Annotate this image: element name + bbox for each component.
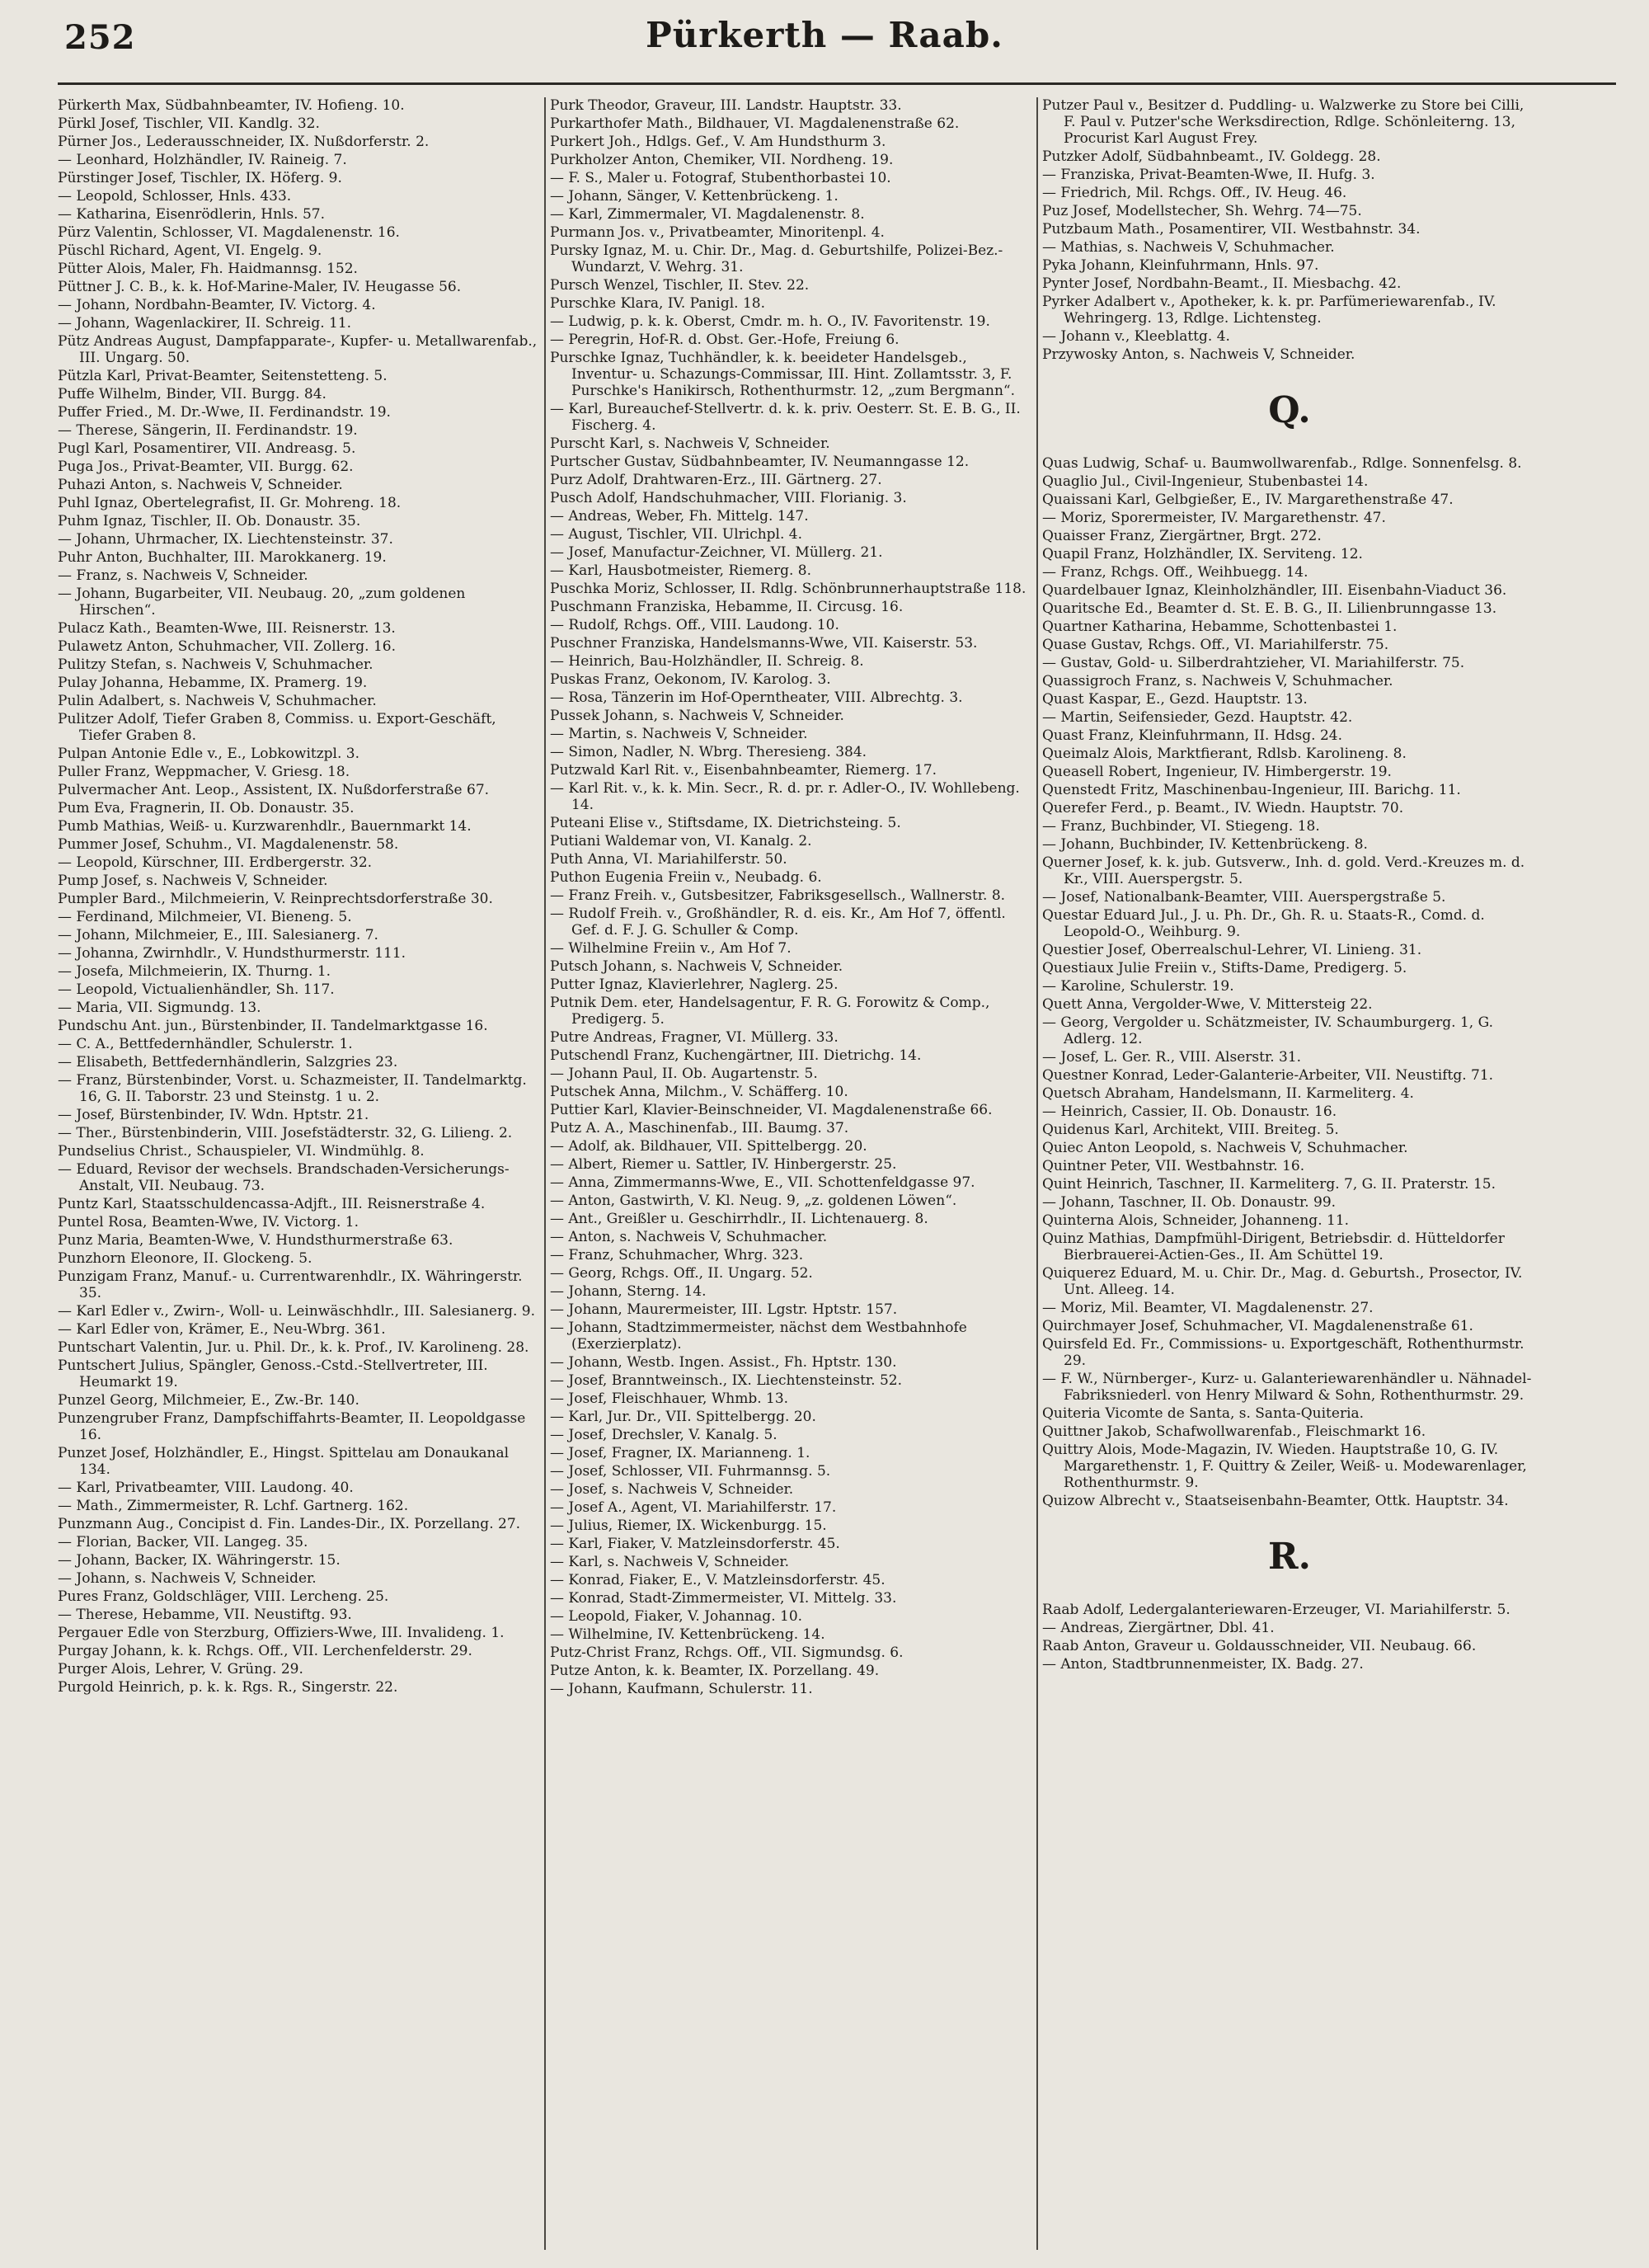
directory-entry: Purz Adolf, Drahtwaren-Erz., III. Gärtnerg. 27. — [550, 472, 882, 488]
directory-entry: — Karoline, Schulerstr. 19. — [1042, 978, 1234, 995]
directory-entry: Quapil Franz, Holzhändler, IX. Serviteng. 12. — [1042, 546, 1363, 562]
directory-entry: Pum Eva, Fragnerin, II. Ob. Donaustr. 35. — [58, 800, 355, 816]
directory-entry: — Elisabeth, Bettfedernhändlerin, Salzgries 23. — [58, 1054, 398, 1070]
directory-entry: Pundselius Christ., Schauspieler, VI. Windmühlg. 8. — [58, 1143, 425, 1160]
directory-entry: Quas Ludwig, Schaf- u. Baumwollwarenfab., Rdlge. Sonnenfelsg. 8. — [1042, 455, 1522, 472]
directory-entry: Pütz Andreas August, Dampfapparate-, Kupfer- u. Metallwarenfab., III. Ungarg. 50. — [58, 333, 538, 366]
directory-entry: Pussek Johann, s. Nachweis V, Schneider. — [550, 708, 844, 724]
directory-entry: Pergauer Edle von Sterzburg, Offiziers-Wwe, III. Invalideng. 1. — [58, 1625, 505, 1641]
directory-entry: — Leopold, Kürschner, III. Erdbergerstr. 32. — [58, 854, 373, 871]
directory-entry: — Johann, Buchbinder, IV. Kettenbrückeng. 8. — [1042, 836, 1368, 853]
directory-entry: Purkarthofer Math., Bildhauer, VI. Magdalenenstraße 62. — [550, 115, 960, 132]
directory-entry: — Simon, Nadler, N. Wbrg. Theresieng. 384. — [550, 744, 867, 760]
directory-entry: — Franz, Buchbinder, VI. Stiegeng. 18. — [1042, 818, 1320, 835]
directory-entry: Puntschert Julius, Spängler, Genoss.-Cstd.-Stellvertreter, III. Heumarkt 19. — [58, 1358, 488, 1390]
directory-entry: Pürstinger Josef, Tischler, IX. Höferg. 9. — [58, 170, 342, 186]
column-divider — [544, 97, 546, 2250]
directory-entry: Pützla Karl, Privat-Beamter, Seitenstetteng. 5. — [58, 368, 388, 384]
directory-entry: — August, Tischler, VII. Ulrichpl. 4. — [550, 526, 803, 543]
directory-entry: — Josef, Drechsler, V. Kanalg. 5. — [550, 1427, 778, 1443]
directory-entry: — Peregrin, Hof-R. d. Obst. Ger.-Hofe, Freiung 6. — [550, 332, 900, 348]
directory-entry: Questner Konrad, Leder-Galanterie-Arbeiter, VII. Neustiftg. 71. — [1042, 1067, 1494, 1084]
page-title: Pürkerth — Raab. — [646, 15, 1003, 55]
directory-entry: Putter Ignaz, Klavierlehrer, Naglerg. 25. — [550, 976, 839, 993]
directory-entry: — Therese, Hebamme, VII. Neustiftg. 93. — [58, 1607, 352, 1623]
directory-entry: Pump Josef, s. Nachweis V, Schneider. — [58, 873, 328, 889]
section-letter: R. — [1268, 1536, 1311, 1578]
directory-entry: Pulpan Antonie Edle v., E., Lobkowitzpl. 3. — [58, 746, 360, 762]
directory-entry: — Johann, s. Nachweis V, Schneider. — [58, 1570, 317, 1587]
directory-entry: — Karl, Hausbotmeister, Riemerg. 8. — [550, 562, 812, 579]
column-divider — [1036, 97, 1038, 2250]
column-3 — [1042, 97, 1537, 2250]
directory-entry: — Albert, Riemer u. Sattler, IV. Hinbergerstr. 25. — [550, 1156, 897, 1173]
directory-entry: Questiaux Julie Freiin v., Stifts-Dame, Predigerg. 5. — [1042, 960, 1407, 976]
directory-entry: Purgold Heinrich, p. k. k. Rgs. R., Singerstr. 22. — [58, 1679, 398, 1696]
directory-entry: — Wilhelmine Freiin v., Am Hof 7. — [550, 940, 792, 957]
page-number: 252 — [64, 18, 136, 57]
directory-entry: — Johann, Wagenlackirer, II. Schreig. 11. — [58, 315, 352, 332]
directory-entry: — Franziska, Privat-Beamten-Wwe, II. Hufg. 3. — [1042, 167, 1375, 183]
directory-entry: — Rosa, Tänzerin im Hof-Operntheater, VIII. Albrechtg. 3. — [550, 689, 963, 706]
directory-entry: — Karl Edler von, Krämer, E., Neu-Wbrg. 361. — [58, 1321, 386, 1338]
directory-entry: — Karl Rit. v., k. k. Min. Secr., R. d. pr. r. Adler-O., IV. Wohllebeng. 14. — [550, 780, 1020, 813]
directory-entry: Purmann Jos. v., Privatbeamter, Minoritenpl. 4. — [550, 224, 885, 241]
directory-entry: — Josef, Schlosser, VII. Fuhrmannsg. 5. — [550, 1463, 831, 1480]
directory-entry: — Heinrich, Cassier, II. Ob. Donaustr. 16. — [1042, 1103, 1337, 1120]
directory-entry: — Karl, s. Nachweis V, Schneider. — [550, 1554, 790, 1570]
directory-entry: Puhazi Anton, s. Nachweis V, Schneider. — [58, 477, 343, 493]
directory-entry: Puntel Rosa, Beamten-Wwe, IV. Victorg. 1. — [58, 1214, 359, 1230]
directory-entry: Quast Kaspar, E., Gezd. Hauptstr. 13. — [1042, 691, 1308, 708]
directory-entry: — Johann Paul, II. Ob. Augartenstr. 5. — [550, 1066, 818, 1082]
directory-entry: — Ferdinand, Milchmeier, VI. Bieneng. 5. — [58, 909, 352, 925]
directory-entry: — Karl Edler v., Zwirn-, Woll- u. Leinwäschhdlr., III. Salesianerg. 9. — [58, 1303, 536, 1320]
directory-entry: — Johann, Sterng. 14. — [550, 1283, 707, 1300]
directory-entry: Punzmann Aug., Concipist d. Fin. Landes-Dir., IX. Porzellang. 27. — [58, 1516, 521, 1532]
directory-entry: — Rudolf, Rchgs. Off., VIII. Laudong. 10. — [550, 617, 839, 633]
directory-entry: — Franz, Rchgs. Off., Weihbuegg. 14. — [1042, 564, 1308, 581]
directory-entry: — Josef, Manufactur-Zeichner, VI. Müllerg. 21. — [550, 544, 883, 561]
directory-entry: Putiani Waldemar von, VI. Kanalg. 2. — [550, 833, 812, 849]
directory-entry: — Josef, s. Nachweis V, Schneider. — [550, 1481, 794, 1498]
directory-entry: Püschl Richard, Agent, VI. Engelg. 9. — [58, 242, 322, 259]
directory-entry: — Math., Zimmermeister, R. Lchf. Gartnerg. 162. — [58, 1498, 409, 1514]
directory-entry: Putzker Adolf, Südbahnbeamt., IV. Goldegg. 28. — [1042, 148, 1381, 165]
column-1 — [58, 97, 540, 2250]
directory-entry: — Franz, s. Nachweis V, Schneider. — [58, 567, 308, 584]
directory-entry: Pulawetz Anton, Schuhmacher, VII. Zollerg. 16. — [58, 638, 397, 655]
directory-entry: Puga Jos., Privat-Beamter, VII. Burgg. 62. — [58, 459, 354, 475]
directory-entry: — Johanna, Zwirnhdlr., V. Hundsthurmerstr. 111. — [58, 945, 406, 962]
directory-entry: — Anton, Stadtbrunnenmeister, IX. Badg. 27. — [1042, 1656, 1364, 1673]
directory-entry: — Josef, Branntweinsch., IX. Liechtensteinstr. 52. — [550, 1372, 903, 1389]
directory-entry: Querner Josef, k. k. jub. Gutsverw., Inh. d. gold. Verd.-Kreuzes m. d. Kr., VIII. Auerspergstr. 5. — [1042, 854, 1525, 887]
directory-entry: Pulitzy Stefan, s. Nachweis V, Schuhmacher. — [58, 656, 373, 673]
directory-entry: — Anton, s. Nachweis V, Schuhmacher. — [550, 1229, 828, 1245]
directory-entry: Pürkl Josef, Tischler, VII. Kandlg. 32. — [58, 115, 320, 132]
directory-entry: Quaritsche Ed., Beamter d. St. E. B. G., II. Lilienbrunngasse 13. — [1042, 600, 1497, 617]
directory-entry: Quintner Peter, VII. Westbahnstr. 16. — [1042, 1158, 1305, 1174]
directory-entry: Putz-Christ Franz, Rchgs. Off., VII. Sigmundsg. 6. — [550, 1645, 904, 1661]
directory-entry: — Leonhard, Holzhändler, IV. Raineig. 7. — [58, 152, 347, 168]
directory-entry: — Leopold, Schlosser, Hnls. 433. — [58, 188, 292, 205]
directory-entry: Quinz Mathias, Dampfmühl-Dirigent, Betriebsdir. d. Hütteldorfer Bierbrauerei-Actien-Ges., II. Am Schüttel 19. — [1042, 1230, 1505, 1263]
directory-entry: Purk Theodor, Graveur, III. Landstr. Hauptstr. 33. — [550, 97, 902, 114]
directory-entry: Pummer Josef, Schuhm., VI. Magdalenenstr. 58. — [58, 836, 399, 853]
directory-entry: Pundschu Ant. jun., Bürstenbinder, II. Tandelmarktgasse 16. — [58, 1018, 488, 1034]
directory-entry: Pumb Mathias, Weiß- u. Kurzwarenhdlr., Bauernmarkt 14. — [58, 818, 472, 835]
directory-entry: — F. S., Maler u. Fotograf, Stubenthorbastei 10. — [550, 170, 891, 186]
directory-entry: Quittry Alois, Mode-Magazin, IV. Wieden. Hauptstraße 10, G. IV. Margarethenstr. 1, F. Quittry & Zeiler, Weiß- u. Modewarenlager, Rothenthurmstr. 9. — [1042, 1442, 1527, 1491]
directory-entry: Puller Franz, Weppmacher, V. Griesg. 18. — [58, 764, 350, 780]
directory-entry: Pürkerth Max, Südbahnbeamter, IV. Hofieng. 10. — [58, 97, 405, 114]
directory-entry: Puttier Karl, Klavier-Beinschneider, VI. Magdalenenstraße 66. — [550, 1102, 993, 1118]
directory-entry: — Leopold, Victualienhändler, Sh. 117. — [58, 981, 335, 998]
directory-entry: — Georg, Rchgs. Off., II. Ungarg. 52. — [550, 1265, 813, 1282]
directory-entry: — Johann, Backer, IX. Währingerstr. 15. — [58, 1552, 341, 1569]
directory-entry: Pürz Valentin, Schlosser, VI. Magdalenenstr. 16. — [58, 224, 400, 241]
directory-entry: — Ludwig, p. k. k. Oberst, Cmdr. m. h. O., IV. Favoritenstr. 19. — [550, 313, 990, 330]
directory-entry: — Johann, Uhrmacher, IX. Liechtensteinstr. 37. — [58, 531, 393, 548]
directory-entry: Quirchmayer Josef, Schuhmacher, VI. Magdalenenstraße 61. — [1042, 1318, 1473, 1334]
directory-entry: — Andreas, Weber, Fh. Mittelg. 147. — [550, 508, 809, 525]
directory-entry: Punz Maria, Beamten-Wwe, V. Hundsthurmerstraße 63. — [58, 1232, 453, 1249]
directory-entry: Pursky Ignaz, M. u. Chir. Dr., Mag. d. Geburtshilfe, Polizei-Bez.-Wundarzt, V. Wehrg. 31. — [550, 242, 1003, 275]
directory-entry: Putzbaum Math., Posamentirer, VII. Westbahnstr. 34. — [1042, 221, 1421, 238]
directory-entry: Punzel Georg, Milchmeier, E., Zw.-Br. 140. — [58, 1392, 359, 1409]
directory-entry: Quaglio Jul., Civil-Ingenieur, Stubenbastei 14. — [1042, 473, 1369, 490]
directory-entry: — C. A., Bettfedernhändler, Schulerstr. 1. — [58, 1036, 353, 1052]
directory-entry: Pusch Adolf, Handschuhmacher, VIII. Florianig. 3. — [550, 490, 907, 506]
directory-entry: Putsch Johann, s. Nachweis V, Schneider. — [550, 958, 843, 975]
header-rule — [58, 82, 1616, 85]
directory-entry: — Johann, Taschner, II. Ob. Donaustr. 99. — [1042, 1194, 1337, 1211]
directory-entry: Puhm Ignaz, Tischler, II. Ob. Donaustr. 35. — [58, 513, 361, 529]
directory-entry: Puschmann Franziska, Hebamme, II. Circusg. 16. — [550, 599, 904, 615]
directory-entry: Putze Anton, k. k. Beamter, IX. Porzellang. 49. — [550, 1663, 880, 1679]
directory-entry: — Karl, Fiaker, V. Matzleinsdorferstr. 45. — [550, 1536, 840, 1552]
directory-entry: — Konrad, Stadt-Zimmermeister, VI. Mittelg. 33. — [550, 1590, 897, 1607]
directory-entry: — Konrad, Fiaker, E., V. Matzleinsdorferstr. 45. — [550, 1572, 886, 1588]
directory-entry: Purtscher Gustav, Südbahnbeamter, IV. Neumanngasse 12. — [550, 454, 970, 470]
directory-entry: — Heinrich, Bau-Holzhändler, II. Schreig. 8. — [550, 653, 864, 670]
directory-entry: Pumpler Bard., Milchmeierin, V. Reinprechtsdorferstraße 30. — [58, 891, 493, 907]
directory-entry: Raab Anton, Graveur u. Goldausschneider, VII. Neubaug. 66. — [1042, 1638, 1477, 1654]
directory-entry: — Therese, Sängerin, II. Ferdinandstr. 19. — [58, 422, 358, 439]
directory-entry: Puz Josef, Modellstecher, Sh. Wehrg. 74—75. — [1042, 203, 1362, 219]
directory-entry: Pyrker Adalbert v., Apotheker, k. k. pr. Parfümeriewarenfab., IV. Wehringerg. 13, Rdlge. Lichtensteg. — [1042, 294, 1496, 327]
directory-entry: Purgay Johann, k. k. Rchgs. Off., VII. Lerchenfelderstr. 29. — [58, 1643, 472, 1659]
directory-entry: Purger Alois, Lehrer, V. Grüng. 29. — [58, 1661, 303, 1677]
directory-entry: — Johann, Milchmeier, E., III. Salesianerg. 7. — [58, 927, 378, 943]
directory-entry: — Johann v., Kleeblattg. 4. — [1042, 328, 1230, 345]
directory-entry: Quenstedt Fritz, Maschinenbau-Ingenieur, III. Barichg. 11. — [1042, 782, 1461, 798]
directory-entry: — Johann, Bugarbeiter, VII. Neubaug. 20, „zum goldenen Hirschen“. — [58, 586, 466, 619]
directory-entry: — Eduard, Revisor der wechsels. Brandschaden-Versicherungs-Anstalt, VII. Neubaug. 73. — [58, 1161, 510, 1194]
directory-entry: Püttner J. C. B., k. k. Hof-Marine-Maler, IV. Heugasse 56. — [58, 279, 462, 295]
directory-entry: Questier Josef, Oberrealschul-Lehrer, VI. Linieng. 31. — [1042, 942, 1422, 958]
directory-entry: Purschke Ignaz, Tuchhändler, k. k. beeideter Handelsgeb., Inventur- u. Schazungs-Commissar, III. Hint. Zollamtsstr. 3, F. Purschke's Hanikirsch, Rothenthurmstr. 12, „zum Bergmann“. — [550, 350, 1015, 399]
directory-entry: — Anton, Gastwirth, V. Kl. Neug. 9, „z. goldenen Löwen“. — [550, 1193, 957, 1209]
directory-entry: — Rudolf Freih. v., Großhändler, R. d. eis. Kr., Am Hof 7, öffentl. Gef. d. F. J. G. Schuller & Comp. — [550, 906, 1006, 939]
directory-entry: — Julius, Riemer, IX. Wickenburgg. 15. — [550, 1517, 827, 1534]
directory-entry: — Johann, Sänger, V. Kettenbrückeng. 1. — [550, 188, 839, 205]
section-letter: Q. — [1268, 389, 1311, 431]
column-2 — [550, 97, 1032, 2250]
directory-entry: — Franz, Bürstenbinder, Vorst. u. Schazmeister, II. Tandelmarktg. 16, G. II. Taborstr. 23 und Steinstg. 1 u. 2. — [58, 1072, 527, 1105]
directory-entry: — Wilhelmine, IV. Kettenbrückeng. 14. — [550, 1626, 825, 1643]
directory-entry: — Josefa, Milchmeierin, IX. Thurng. 1. — [58, 963, 331, 980]
directory-entry: Pulitzer Adolf, Tiefer Graben 8, Commiss. u. Export-Geschäft, Tiefer Graben 8. — [58, 711, 496, 744]
directory-entry: — Josef, Nationalbank-Beamter, VIII. Auerspergstraße 5. — [1042, 889, 1446, 906]
directory-entry: Pures Franz, Goldschläger, VIII. Lercheng. 25. — [58, 1588, 389, 1605]
directory-entry: — Moriz, Sporermeister, IV. Margarethenstr. 47. — [1042, 510, 1386, 526]
directory-entry: Puntschart Valentin, Jur. u. Phil. Dr., k. k. Prof., IV. Karolineng. 28. — [58, 1339, 529, 1356]
directory-entry: — Ant., Greißler u. Geschirrhdlr., II. Lichtenauerg. 8. — [550, 1211, 928, 1227]
directory-entry: Querefer Ferd., p. Beamt., IV. Wiedn. Hauptstr. 70. — [1042, 800, 1404, 816]
directory-entry: Puffer Fried., M. Dr.-Wwe, II. Ferdinandstr. 19. — [58, 404, 391, 421]
directory-entry: — Karl, Zimmermaler, VI. Magdalenenstr. 8. — [550, 206, 865, 223]
directory-entry: — Josef, L. Ger. R., VIII. Alserstr. 31. — [1042, 1049, 1302, 1066]
directory-entry: Quint Heinrich, Taschner, II. Karmeliterg. 7, G. II. Praterstr. 15. — [1042, 1176, 1496, 1193]
directory-entry: Quiec Anton Leopold, s. Nachweis V, Schuhmacher. — [1042, 1140, 1408, 1156]
directory-entry: Queimalz Alois, Marktfierant, Rdlsb. Karolineng. 8. — [1042, 746, 1407, 762]
directory-entry: — Karl, Jur. Dr., VII. Spittelbergg. 20. — [550, 1409, 816, 1425]
directory-entry: Putzwald Karl Rit. v., Eisenbahnbeamter, Riemerg. 17. — [550, 762, 937, 779]
directory-entry: Purschke Klara, IV. Panigl. 18. — [550, 295, 766, 312]
directory-entry: Punzigam Franz, Manuf.- u. Currentwarenhdlr., IX. Währingerstr. 35. — [58, 1268, 523, 1301]
directory-entry: Quardelbauer Ignaz, Kleinholzhändler, III. Eisenbahn-Viaduct 36. — [1042, 582, 1507, 599]
directory-entry: — Maria, VII. Sigmundg. 13. — [58, 1000, 261, 1016]
directory-entry: — Ther., Bürstenbinderin, VIII. Josefstädterstr. 32, G. Lilieng. 2. — [58, 1125, 513, 1141]
directory-entry: — Johann, Kaufmann, Schulerstr. 11. — [550, 1681, 813, 1697]
directory-entry: Puthon Eugenia Freiin v., Neubadg. 6. — [550, 869, 822, 886]
directory-entry: Queasell Robert, Ingenieur, IV. Himbergerstr. 19. — [1042, 764, 1392, 780]
directory-entry: Purkholzer Anton, Chemiker, VII. Nordheng. 19. — [550, 152, 894, 168]
directory-entry: Purkert Joh., Hdlgs. Gef., V. Am Hundsthurm 3. — [550, 134, 886, 150]
directory-entry: — Adolf, ak. Bildhauer, VII. Spittelbergg. 20. — [550, 1138, 867, 1155]
directory-entry: Puhr Anton, Buchhalter, III. Marokkanerg. 19. — [58, 549, 387, 566]
directory-entry: Puschka Moriz, Schlosser, II. Rdlg. Schönbrunnerhauptstraße 118. — [550, 581, 1027, 597]
directory-entry: — Andreas, Ziergärtner, Dbl. 41. — [1042, 1620, 1275, 1636]
directory-entry: Quett Anna, Vergolder-Wwe, V. Mittersteig 22. — [1042, 996, 1373, 1013]
directory-entry: Purscht Karl, s. Nachweis V, Schneider. — [550, 435, 830, 452]
directory-entry: — Johann, Nordbahn-Beamter, IV. Victorg. 4. — [58, 297, 376, 313]
directory-entry: — Josef, Fleischhauer, Whmb. 13. — [550, 1390, 789, 1407]
directory-entry: Punzet Josef, Holzhändler, E., Hingst. Spittelau am Donaukanal 134. — [58, 1445, 510, 1478]
directory-entry: Quizow Albrecht v., Staatseisenbahn-Beamter, Ottk. Hauptstr. 34. — [1042, 1493, 1509, 1509]
directory-entry: Putz A. A., Maschinenfab., III. Baumg. 37. — [550, 1120, 849, 1136]
directory-entry: Pütter Alois, Maler, Fh. Haidmannsg. 152. — [58, 261, 358, 277]
directory-entry: Puskas Franz, Oekonom, IV. Karolog. 3. — [550, 671, 831, 688]
directory-entry: Punzhorn Eleonore, II. Glockeng. 5. — [58, 1250, 312, 1267]
directory-entry: Puschner Franziska, Handelsmanns-Wwe, VII. Kaiserstr. 53. — [550, 635, 978, 652]
directory-entry: Quiteria Vicomte de Santa, s. Santa-Quiteria. — [1042, 1405, 1365, 1422]
directory-entry: Quetsch Abraham, Handelsmann, II. Karmeliterg. 4. — [1042, 1085, 1414, 1102]
directory-entry: Quassigroch Franz, s. Nachweis V, Schuhmacher. — [1042, 673, 1393, 689]
directory-entry: Quaisser Franz, Ziergärtner, Brgt. 272. — [1042, 528, 1322, 544]
directory-entry: — Friedrich, Mil. Rchgs. Off., IV. Heug. 46. — [1042, 185, 1347, 201]
directory-entry: — Moriz, Mil. Beamter, VI. Magdalenenstr. 27. — [1042, 1300, 1374, 1316]
directory-entry: Raab Adolf, Ledergalanteriewaren-Erzeuger, VI. Mariahilferstr. 5. — [1042, 1602, 1510, 1618]
directory-entry: Pulay Johanna, Hebamme, IX. Pramerg. 19. — [58, 675, 368, 691]
directory-entry: Putschek Anna, Milchm., V. Schäfferg. 10. — [550, 1084, 848, 1100]
directory-entry: Pulvermacher Ant. Leop., Assistent, IX. Nußdorferstraße 67. — [58, 782, 490, 798]
directory-entry: Pulacz Kath., Beamten-Wwe, III. Reisnerstr. 13. — [58, 620, 396, 637]
directory-entry: Pulin Adalbert, s. Nachweis V, Schuhmacher. — [58, 693, 377, 709]
directory-entry: — Leopold, Fiaker, V. Johannag. 10. — [550, 1608, 803, 1625]
directory-entry: — Katharina, Eisenrödlerin, Hnls. 57. — [58, 206, 326, 223]
directory-entry: — Josef, Bürstenbinder, IV. Wdn. Hptstr. 21. — [58, 1107, 369, 1123]
page-header — [0, 0, 1649, 82]
directory-entry: — Karl, Bureauchef-Stellvertr. d. k. k. priv. Oesterr. St. E. B. G., II. Fischerg. 4. — [550, 401, 1021, 434]
directory-entry: Questar Eduard Jul., J. u. Ph. Dr., Gh. R. u. Staats-R., Comd. d. Leopold-O., Weihburg. 9. — [1042, 907, 1485, 940]
directory-entry: Quiquerez Eduard, M. u. Chir. Dr., Mag. d. Geburtsh., Prosector, IV. Unt. Alleeg. 14. — [1042, 1265, 1523, 1298]
directory-entry: — Georg, Vergolder u. Schätzmeister, IV. Schaumburgerg. 1, G. Adlerg. 12. — [1042, 1014, 1493, 1047]
directory-entry: Pyka Johann, Kleinfuhrmann, Hnls. 97. — [1042, 257, 1319, 274]
directory-entry: Pugl Karl, Posamentirer, VII. Andreasg. 5. — [58, 440, 356, 457]
directory-entry: Pursch Wenzel, Tischler, II. Stev. 22. — [550, 277, 810, 294]
directory-entry: Przywosky Anton, s. Nachweis V, Schneider. — [1042, 346, 1355, 363]
directory-entry: — Karl, Privatbeamter, VIII. Laudong. 40. — [58, 1480, 354, 1496]
directory-entry: Puth Anna, VI. Mariahilferstr. 50. — [550, 851, 787, 868]
directory-entry: — Franz, Schuhmacher, Whrg. 323. — [550, 1247, 804, 1263]
directory-entry: Quartner Katharina, Hebamme, Schottenbastei 1. — [1042, 619, 1398, 635]
directory-entry: Quidenus Karl, Architekt, VIII. Breiteg. 5. — [1042, 1122, 1339, 1138]
directory-entry: Quaissani Karl, Gelbgießer, E., IV. Margarethenstraße 47. — [1042, 492, 1454, 508]
directory-entry: — Mathias, s. Nachweis V, Schuhmacher. — [1042, 239, 1335, 256]
directory-entry: — Josef A., Agent, VI. Mariahilferstr. 17. — [550, 1499, 837, 1516]
directory-entry: Quittner Jakob, Schafwollwarenfab., Fleischmarkt 16. — [1042, 1423, 1426, 1440]
directory-entry: — Johann, Stadtzimmermeister, nächst dem Westbahnhofe (Exerzierplatz). — [550, 1320, 967, 1353]
directory-entry: — Martin, s. Nachweis V, Schneider. — [550, 726, 808, 742]
directory-entry: — Florian, Backer, VII. Langeg. 35. — [58, 1534, 308, 1550]
directory-entry: — Anna, Zimmermanns-Wwe, E., VII. Schottenfeldgasse 97. — [550, 1174, 975, 1191]
directory-entry: Punzengruber Franz, Dampfschiffahrts-Beamter, II. Leopoldgasse 16. — [58, 1410, 526, 1443]
directory-entry: Putschendl Franz, Kuchengärtner, III. Dietrichg. 14. — [550, 1047, 922, 1064]
directory-entry: — F. W., Nürnberger-, Kurz- u. Galanteriewarenhändler u. Nähnadel-Fabriksniederl. von Henry Milward & Sohn, Rothenthurmstr. 29. — [1042, 1371, 1532, 1404]
directory-columns — [58, 97, 1624, 2250]
directory-entry: — Johann, Westb. Ingen. Assist., Fh. Hptstr. 130. — [550, 1354, 897, 1371]
directory-entry: Puteani Elise v., Stiftsdame, IX. Dietrichsteing. 5. — [550, 815, 901, 831]
directory-entry: Quase Gustav, Rchgs. Off., VI. Mariahilferstr. 75. — [1042, 637, 1389, 653]
directory-entry: Quast Franz, Kleinfuhrmann, II. Hdsg. 24. — [1042, 727, 1343, 744]
directory-entry: Quirsfeld Ed. Fr., Commissions- u. Exportgeschäft, Rothenthurmstr. 29. — [1042, 1336, 1525, 1369]
directory-entry: Quinterna Alois, Schneider, Johanneng. 11. — [1042, 1212, 1350, 1229]
directory-entry: Pürner Jos., Lederausschneider, IX. Nußdorferstr. 2. — [58, 134, 430, 150]
directory-entry: Putre Andreas, Fragner, VI. Müllerg. 33. — [550, 1029, 839, 1046]
directory-entry: — Martin, Seifensieder, Gezd. Hauptstr. 42. — [1042, 709, 1353, 726]
directory-entry: Puntz Karl, Staatsschuldencassa-Adjft., III. Reisnerstraße 4. — [58, 1196, 486, 1212]
directory-entry: Puhl Ignaz, Obertelegrafist, II. Gr. Mohreng. 18. — [58, 495, 402, 511]
directory-entry: — Gustav, Gold- u. Silberdrahtzieher, VI. Mariahilferstr. 75. — [1042, 655, 1465, 671]
directory-entry: Puffe Wilhelm, Binder, VII. Burgg. 84. — [58, 386, 327, 402]
directory-entry: — Franz Freih. v., Gutsbesitzer, Fabriksgesellsch., Wallnerstr. 8. — [550, 887, 1006, 904]
directory-entry: Pynter Josef, Nordbahn-Beamt., II. Miesbachg. 42. — [1042, 275, 1402, 292]
directory-entry: — Josef, Fragner, IX. Marianneng. 1. — [550, 1445, 810, 1461]
directory-entry: — Johann, Maurermeister, III. Lgstr. Hptstr. 157. — [550, 1301, 898, 1318]
directory-entry: Putzer Paul v., Besitzer d. Puddling- u. Walzwerke zu Store bei Cilli, F. Paul v. Putzer'sche Werksdirection, Rdlge. Schönleiterng. 13, Procurist Karl August Frey. — [1042, 97, 1525, 147]
directory-entry: Putnik Dem. eter, Handelsagentur, F. R. G. Forowitz & Comp., Predigerg. 5. — [550, 995, 990, 1028]
